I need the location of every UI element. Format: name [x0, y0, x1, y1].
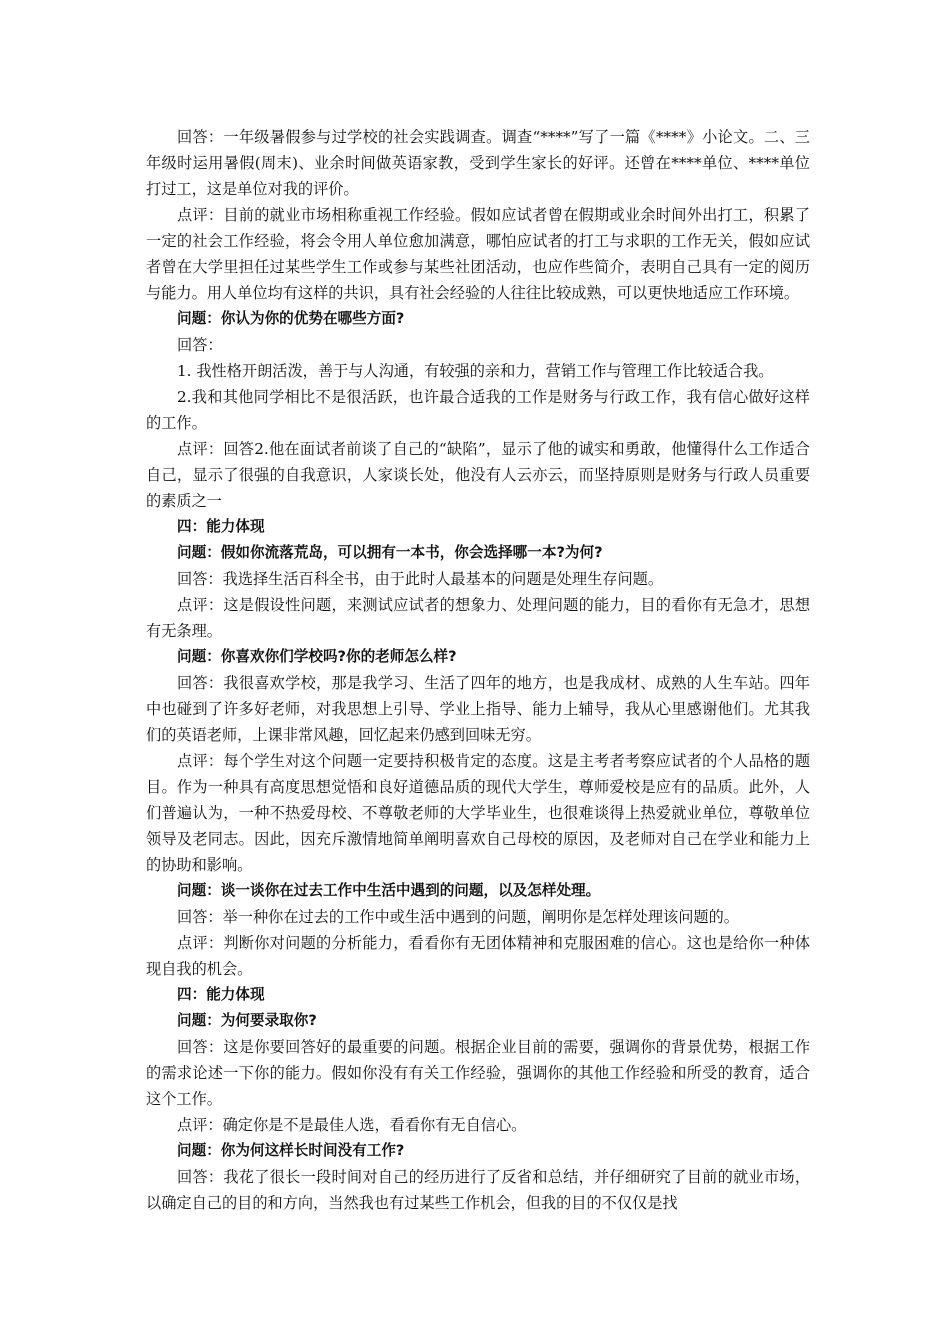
paragraph-answer: 回答：: [177, 336, 223, 354]
question-heading: 问题：假如你流落荒岛，可以拥有一本书，你会选择哪一本?为何?: [177, 544, 603, 561]
question-heading: 问题：你喜欢你们学校吗?你的老师怎么样?: [177, 648, 457, 665]
question-heading: 问题：你认为你的优势在哪些方面?: [177, 310, 405, 327]
paragraph-comment: 点评：回答2.他在面试者前谈了自己的“缺陷”，显示了他的诚实和勇敢，他懂得什么工作适合自己，显示了很强的自我意识，人家谈长处，他没有人云亦云，而坚持原则是财务与行政人员重要的素质之一: [146, 440, 810, 510]
question-heading: 问题：你为何这样长时间没有工作?: [177, 1142, 405, 1159]
section-heading: 四：能力体现: [177, 518, 265, 535]
question-heading: 问题：谈一谈你在过去工作中生活中遇到的问题，以及怎样处理。: [177, 882, 601, 899]
paragraph-comment: 点评：目前的就业市场相称重视工作经验。假如应试者曾在假期或业余时间外出打工，积累了一定的社会工作经验，将会令用人单位愈加满意，哪怕应试者的打工与求职的工作无关，假如应试者曾在大学里担任过某些学生工作或参与某些社团活动，也应作些简介，表明自己具有一定的阅历与能力。用人单位均有这样的共识，具有社会经验的人往往比较成熟，可以更快地适应工作环境。: [146, 206, 810, 302]
paragraph-list-item: 2.我和其他同学相比不是很活跃，也许最合适我的工作是财务与行政工作，我有信心做好这样的工作。: [146, 388, 810, 432]
paragraph-answer: 回答：举一种你在过去的工作中或生活中遇到的问题，阐明你是怎样处理该问题的。: [177, 908, 739, 926]
paragraph-comment: 点评：判断你对问题的分析能力，看看你有无团体精神和克服困难的信心。这也是给你一种体现自我的机会。: [146, 934, 810, 978]
paragraph-answer: 回答：一年级暑假参与过学校的社会实践调查。调查“****”写了一篇《****》小论文。二、三年级时运用暑假(周末)、业余时间做英语家教，受到学生家长的好评。还曾在****单位、****单位打过工，这是单位对我的评价。: [146, 128, 810, 198]
paragraph-answer: 回答：这是你要回答好的最重要的问题。根据企业目前的需要，强调你的背景优势，根据工作的需求论述一下你的能力。假如你没有有关工作经验，强调你的其他工作经验和所受的教育，适合这个工作。: [146, 1038, 810, 1108]
paragraph-comment: 点评：确定你是不是最佳人选，看看你有无自信心。: [177, 1116, 527, 1134]
paragraph-comment: 点评：这是假设性问题，来测试应试者的想象力、处理问题的能力，目的看你有无急才，思想有无条理。: [146, 596, 810, 640]
paragraph-answer: 回答：我选择生活百科全书，由于此时人最基本的问题是处理生存问题。: [177, 570, 663, 588]
paragraph-answer: 回答：我花了很长一段时间对自己的经历进行了反省和总结，并仔细研究了目前的就业市场，以确定自己的目的和方向，当然我也有过某些工作机会，但我的目的不仅仅是找: [146, 1168, 810, 1212]
paragraph-list-item: 1. 我性格开朗活泼，善于与人沟通，有较强的亲和力，营销工作与管理工作比较适合我。: [177, 362, 774, 380]
document-page: [146, 124, 810, 1216]
question-heading: 问题：为何要录取你?: [177, 1012, 317, 1029]
section-heading: 四：能力体现: [177, 986, 265, 1003]
paragraph-comment: 点评：每个学生对这个问题一定要持积极肯定的态度。这是主考者考察应试者的个人品格的题目。作为一种具有高度思想觉悟和良好道德品质的现代大学生，尊师爱校是应有的品质。此外，人们普遍认为，一种不热爱母校、不尊敬老师的大学毕业生，也很难谈得上热爱就业单位，尊敬单位领导及老同志。因此，因充斥激情地简单阐明喜欢自己母校的原因，及老师对自己在学业和能力上的协助和影响。: [146, 752, 810, 874]
paragraph-answer: 回答：我很喜欢学校，那是我学习、生活了四年的地方，也是我成材、成熟的人生车站。四年中也碰到了许多好老师，对我思想上引导、学业上指导、能力上辅导，我从心里感谢他们。尤其我们的英语老师，上课非常风趣，回忆起来仍感到回味无穷。: [146, 674, 810, 744]
